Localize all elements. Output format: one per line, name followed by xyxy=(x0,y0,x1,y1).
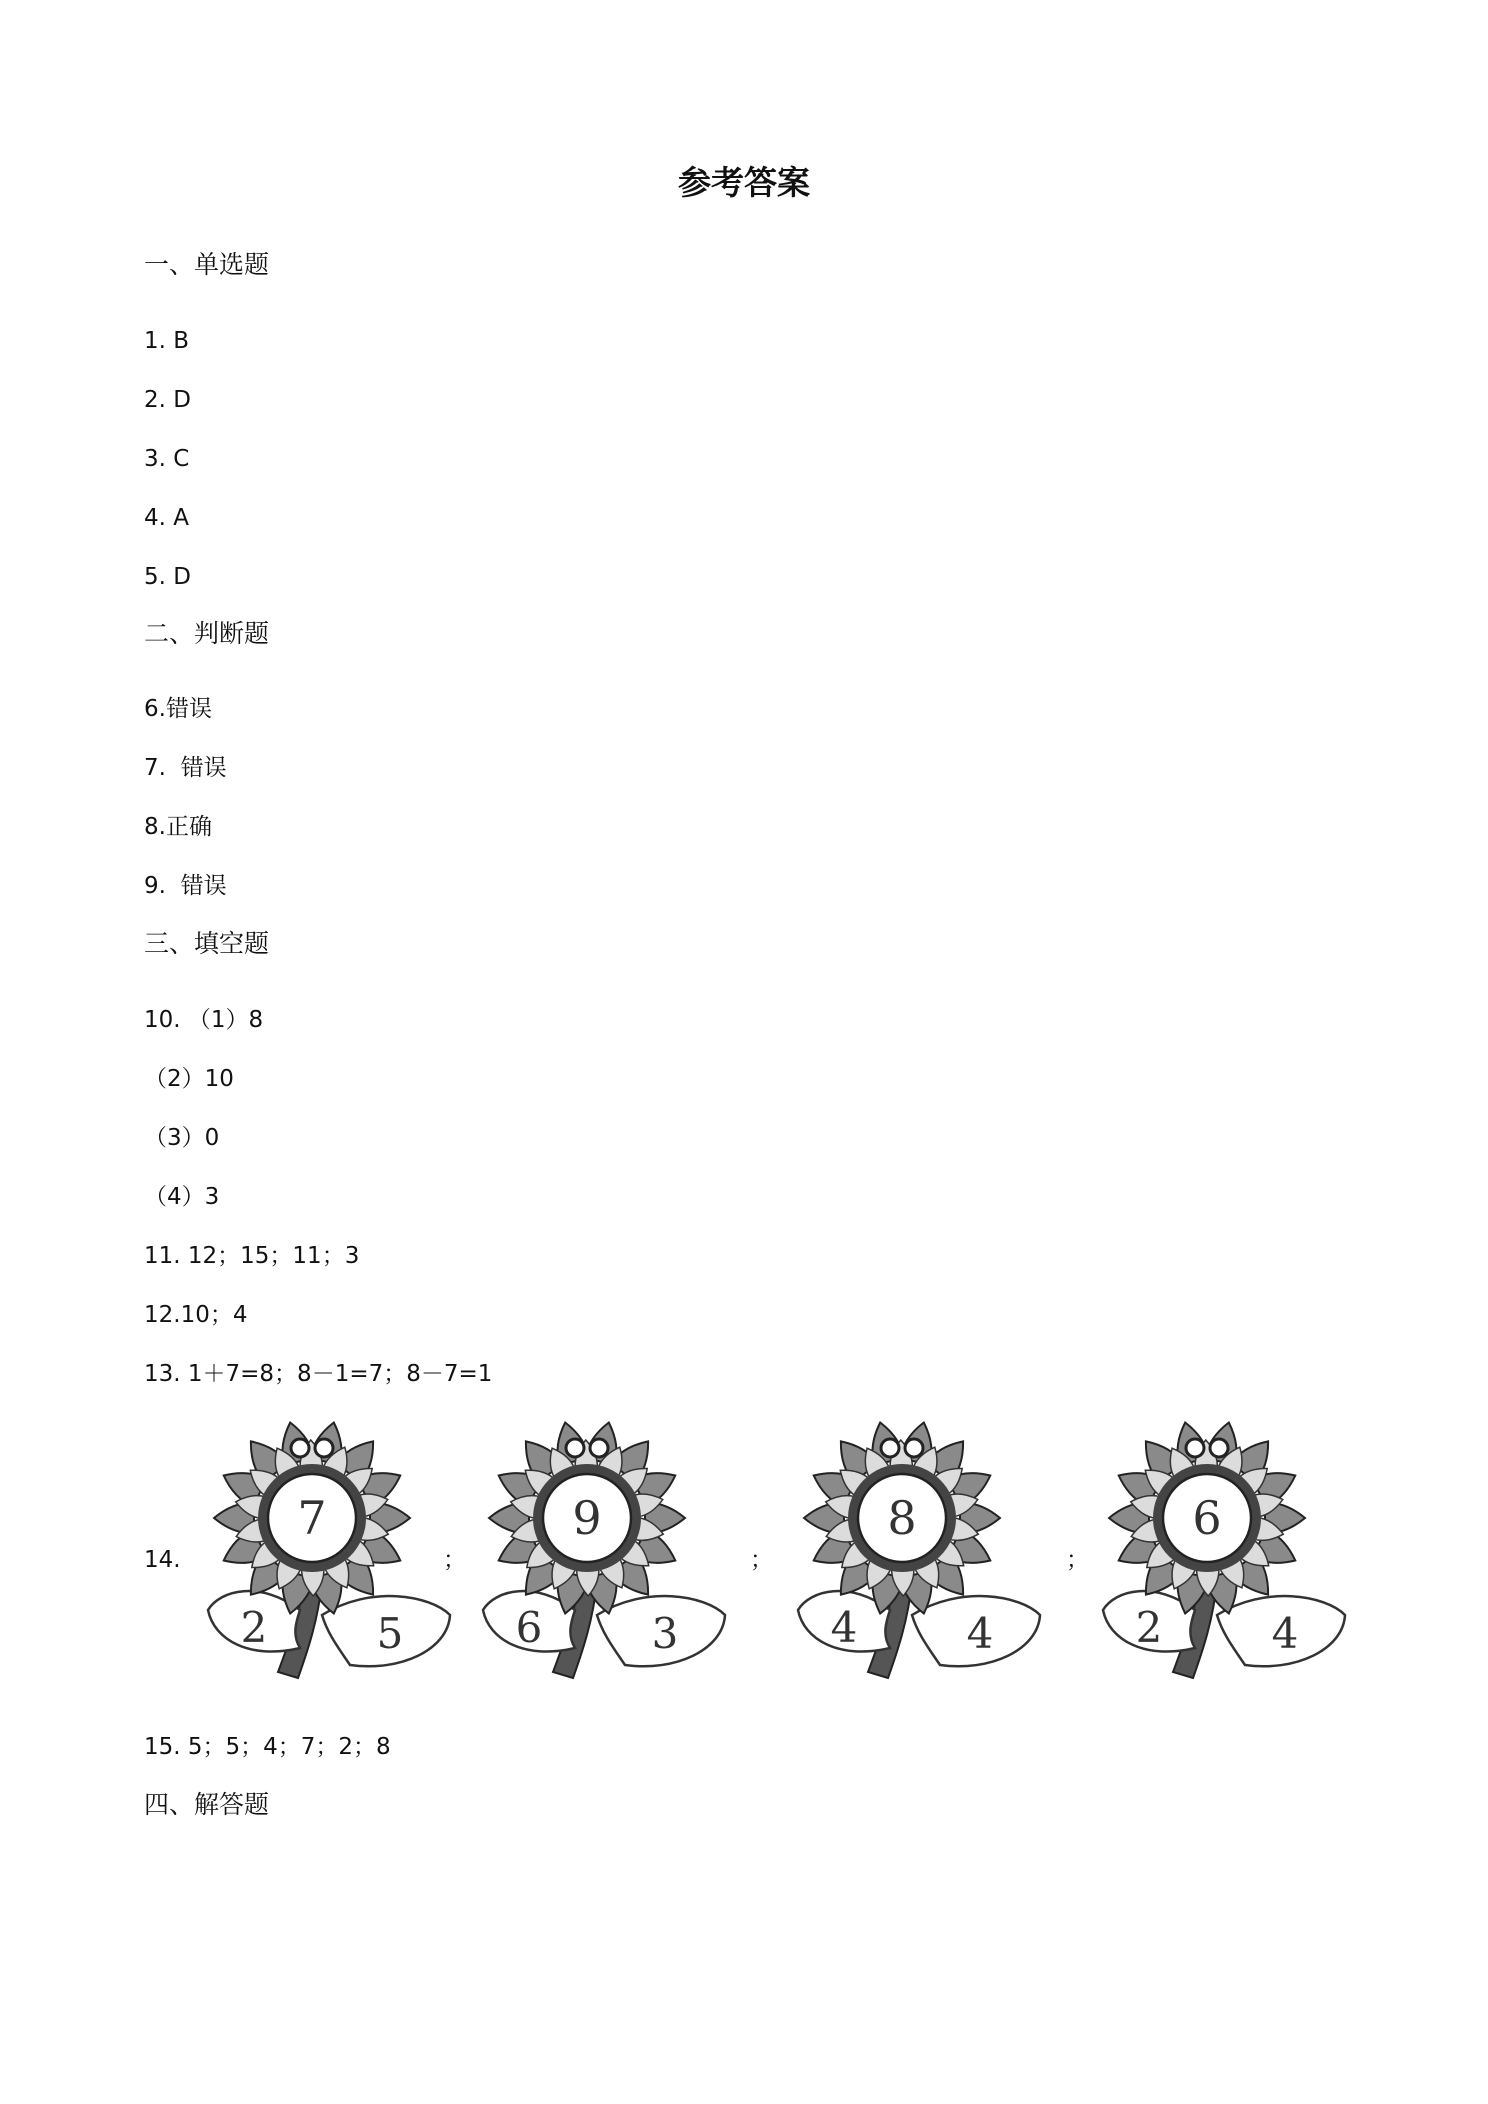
section-true-false: 二、判断题 xyxy=(144,619,270,648)
sunflower-right-leaf-number: 5 xyxy=(376,1609,404,1658)
sunflower-left-leaf-number: 2 xyxy=(240,1603,268,1652)
answer-q15: 15. 5；5；4；7；2；8 xyxy=(144,1734,391,1760)
answer-q10-part3: （3）0 xyxy=(144,1125,220,1151)
sunflower-center-number: 7 xyxy=(297,1491,327,1545)
answer-q2: 2. D xyxy=(144,387,191,413)
answer-q9: 9. 错误 xyxy=(144,873,227,899)
sunflower-center-number: 9 xyxy=(572,1491,602,1545)
answer-q13: 13. 1＋7=8；8－1=7；8－7=1 xyxy=(144,1361,493,1387)
sunflower-left-leaf-number: 4 xyxy=(830,1603,858,1652)
section-fill-blank: 三、填空题 xyxy=(144,929,270,958)
answer-q8: 8.正确 xyxy=(144,814,212,840)
answer-q5: 5. D xyxy=(144,564,191,590)
answer-q6: 6.错误 xyxy=(144,696,212,722)
answer-q7: 7. 错误 xyxy=(144,755,227,781)
answer-q10-part1: 10. （1）8 xyxy=(144,1007,264,1033)
answer-q12: 12.10；4 xyxy=(144,1302,248,1328)
separator: ； xyxy=(1066,1547,1089,1573)
sunflower-image xyxy=(475,1410,735,1690)
sunflower-center-number: 8 xyxy=(887,1491,917,1545)
sunflower-center-number: 6 xyxy=(1192,1491,1222,1545)
answer-q3: 3. C xyxy=(144,446,190,472)
separator: ； xyxy=(443,1547,466,1573)
answer-q10-part4: （4）3 xyxy=(144,1184,220,1210)
sunflower-image xyxy=(1095,1410,1355,1690)
answer-q1: 1. B xyxy=(144,328,190,354)
answer-q10-part2: （2）10 xyxy=(144,1066,234,1092)
sunflower-right-leaf-number: 3 xyxy=(651,1609,679,1658)
separator: ； xyxy=(750,1547,773,1573)
sunflower-image xyxy=(790,1410,1050,1690)
page-title: 参考答案 xyxy=(678,163,810,202)
section-single-choice: 一、单选题 xyxy=(144,250,270,279)
answer-q4: 4. A xyxy=(144,505,189,531)
answer-q11: 11. 12；15；11；3 xyxy=(144,1243,360,1269)
sunflower-right-leaf-number: 4 xyxy=(966,1609,994,1658)
sunflower-left-leaf-number: 2 xyxy=(1135,1603,1163,1652)
section-solve: 四、解答题 xyxy=(144,1790,270,1819)
sunflower-image xyxy=(200,1410,460,1690)
answer-q14-label: 14. xyxy=(144,1547,181,1573)
sunflower-left-leaf-number: 6 xyxy=(515,1603,543,1652)
sunflower-right-leaf-number: 4 xyxy=(1271,1609,1299,1658)
